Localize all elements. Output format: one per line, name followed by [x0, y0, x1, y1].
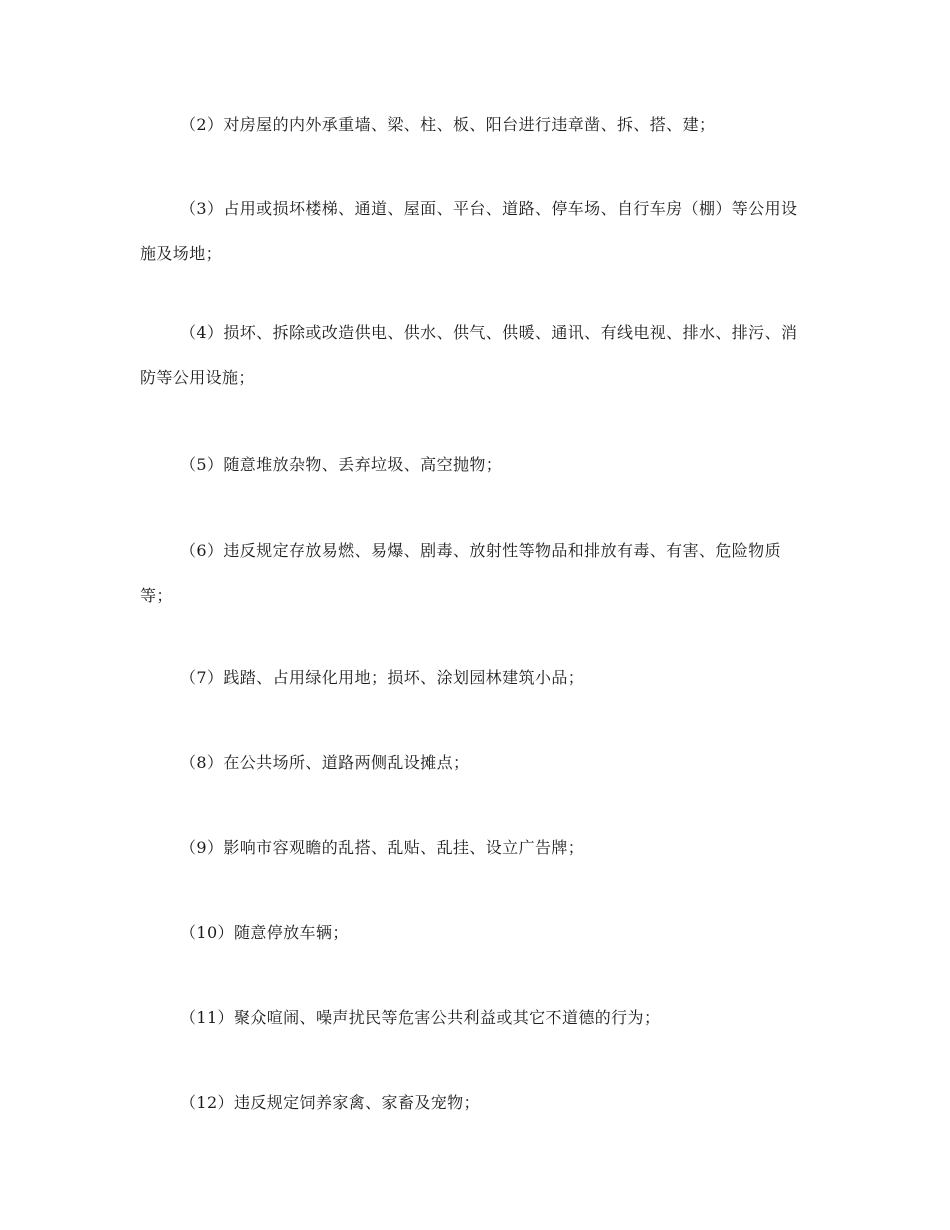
clause-item-2: （2）对房屋的内外承重墙、梁、柱、板、阳台进行违章凿、拆、搭、建； [180, 115, 716, 134]
clause-item-5: （5）随意堆放杂物、丢弃垃圾、高空抛物； [180, 455, 503, 474]
clause-item-8: （8）在公共场所、道路两侧乱设摊点； [180, 753, 470, 772]
clause-item-10: （10）随意停放车辆； [180, 923, 349, 942]
clause-item-6: （6）违反规定存放易燃、易爆、剧毒、放射性等物品和排放有毒、有害、危险物质等； [140, 541, 781, 605]
clause-item-11: （11）聚众喧闹、噪声扰民等危害公共利益或其它不道德的行为； [180, 1008, 661, 1027]
clause-item-7: （7）践踏、占用绿化用地；损坏、涂划园林建筑小品； [180, 668, 585, 687]
clause-item-9: （9）影响市容观瞻的乱搭、乱贴、乱挂、设立广告牌； [180, 838, 585, 857]
clause-item-12: （12）违反规定饲养家禽、家畜及宠物； [180, 1093, 480, 1112]
clause-item-3: （3）占用或损坏楼梯、通道、屋面、平台、道路、停车场、自行车房（棚）等公用设施及场地； [140, 199, 798, 263]
clause-item-4: （4）损坏、拆除或改造供电、供水、供气、供暖、通讯、有线电视、排水、排污、消防等公用设施； [140, 323, 798, 387]
